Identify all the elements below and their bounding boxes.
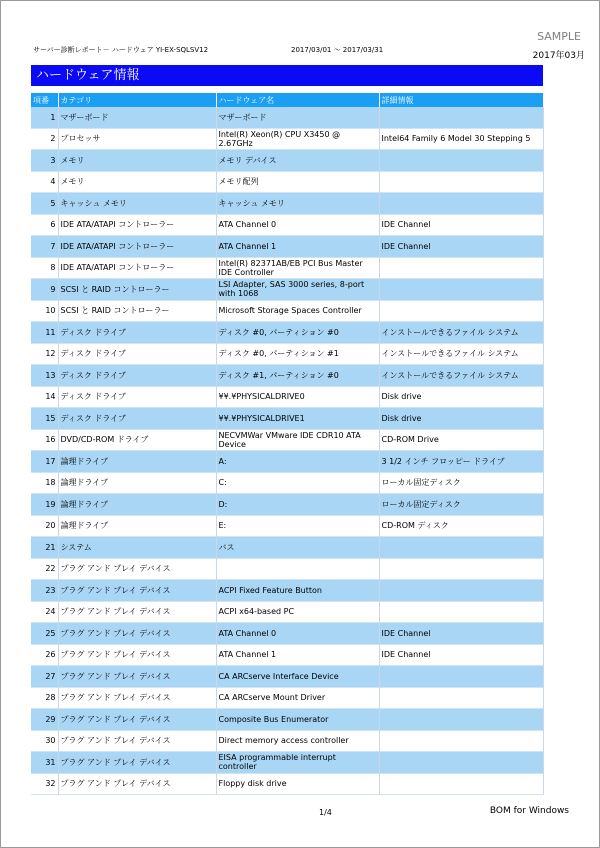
cell-category: プラグ アンド プレイ デバイス: [58, 709, 216, 731]
cell-number: 4: [31, 171, 58, 193]
sample-watermark: SAMPLE: [537, 30, 581, 43]
cell-number: 14: [31, 386, 58, 408]
cell-hardware-name: マザーボード: [216, 107, 379, 128]
cell-number: 21: [31, 537, 58, 559]
cell-number: 30: [31, 730, 58, 752]
table-row: [31, 537, 543, 559]
cell-category: 論理ドライブ: [58, 472, 216, 494]
cell-number: 7: [31, 236, 58, 258]
cell-category: 論理ドライブ: [58, 451, 216, 473]
table-row: [31, 515, 543, 537]
cell-category: SCSI と RAID コントローラー: [58, 300, 216, 322]
cell-detail: ローカル固定ディスク: [379, 494, 543, 516]
cell-detail: CD-ROM Drive: [379, 429, 543, 451]
table-row: [31, 300, 543, 322]
cell-number: 12: [31, 343, 58, 365]
page-number: 1/4: [319, 808, 332, 817]
cell-number: 23: [31, 580, 58, 602]
cell-category: キャッシュ メモリ: [58, 193, 216, 215]
cell-detail: [379, 150, 543, 172]
table-row: [31, 236, 543, 258]
cell-hardware-name: ATA Channel 1: [216, 644, 379, 666]
cell-category: ディスク ドライブ: [58, 408, 216, 430]
cell-number: 22: [31, 558, 58, 580]
cell-detail: [379, 300, 543, 322]
cell-detail: [379, 171, 543, 193]
cell-category: プラグ アンド プレイ デバイス: [58, 644, 216, 666]
cell-number: 15: [31, 408, 58, 430]
table-header-row: [31, 93, 543, 107]
cell-detail: ローカル固定ディスク: [379, 472, 543, 494]
report-month: 2017年03月: [532, 51, 585, 61]
cell-hardware-name: E:: [216, 515, 379, 537]
table-row: [31, 386, 543, 408]
cell-detail: 3 1/2 インチ フロッピー ドライブ: [379, 451, 543, 473]
cell-number: 10: [31, 300, 58, 322]
cell-number: 1: [31, 107, 58, 128]
cell-number: 16: [31, 429, 58, 451]
cell-detail: [379, 558, 543, 580]
cell-detail: [379, 666, 543, 688]
cell-category: プラグ アンド プレイ デバイス: [58, 666, 216, 688]
cell-hardware-name: ディスク #0, パーティション #0: [216, 322, 379, 344]
table-row: [31, 193, 543, 215]
cell-number: 19: [31, 494, 58, 516]
cell-detail: [379, 279, 543, 301]
cell-category: プラグ アンド プレイ デバイス: [58, 580, 216, 602]
table-row: [31, 730, 543, 752]
cell-category: プラグ アンド プレイ デバイス: [58, 623, 216, 645]
cell-hardware-name: メモリ デバイス: [216, 150, 379, 172]
cell-number: 11: [31, 322, 58, 344]
cell-category: 論理ドライブ: [58, 515, 216, 537]
cell-hardware-name: Intel(R) Xeon(R) CPU X3450 @ 2.67GHz: [216, 128, 379, 150]
cell-hardware-name: Intel(R) 82371AB/EB PCI Bus Master IDE Controller: [216, 257, 379, 279]
section-title-banner: ハードウェア情報: [31, 65, 543, 86]
cell-detail: Intel64 Family 6 Model 30 Stepping 5: [379, 128, 543, 150]
cell-hardware-name: Direct memory access controller: [216, 730, 379, 752]
cell-hardware-name: NECVMWar VMware IDE CDR10 ATA Device: [216, 429, 379, 451]
cell-hardware-name: ATA Channel 0: [216, 623, 379, 645]
table-row: [31, 408, 543, 430]
cell-number: 32: [31, 773, 58, 795]
cell-hardware-name: CA ARCserve Interface Device: [216, 666, 379, 688]
column-header-number: 項番: [31, 93, 58, 107]
cell-hardware-name: Microsoft Storage Spaces Controller: [216, 300, 379, 322]
table-row: [31, 687, 543, 709]
cell-number: 3: [31, 150, 58, 172]
cell-hardware-name: ¥¥.¥PHYSICALDRIVE1: [216, 408, 379, 430]
report-date-range: 2017/03/01 ～ 2017/03/31: [291, 46, 384, 54]
cell-hardware-name: ディスク #0, パーティション #1: [216, 343, 379, 365]
cell-number: 28: [31, 687, 58, 709]
table-row: [31, 343, 543, 365]
cell-category: プラグ アンド プレイ デバイス: [58, 687, 216, 709]
cell-category: プラグ アンド プレイ デバイス: [58, 752, 216, 774]
cell-hardware-name: ACPI Fixed Feature Button: [216, 580, 379, 602]
cell-detail: IDE Channel: [379, 214, 543, 236]
cell-detail: Disk drive: [379, 386, 543, 408]
report-subtitle: サーバー診断レポート－ ハードウェア YI-EX-SQLSV12: [33, 46, 209, 54]
table-row: [31, 494, 543, 516]
cell-hardware-name: Floppy disk drive: [216, 773, 379, 795]
column-header-category: カテゴリ: [58, 93, 216, 107]
cell-category: ディスク ドライブ: [58, 365, 216, 387]
table-row: [31, 214, 543, 236]
table-row: [31, 279, 543, 301]
table-row: [31, 257, 543, 279]
cell-hardware-name: ディスク #1, パーティション #0: [216, 365, 379, 387]
cell-detail: [379, 537, 543, 559]
table-row: [31, 773, 543, 795]
cell-hardware-name: Composite Bus Enumerator: [216, 709, 379, 731]
cell-category: プロセッサ: [58, 128, 216, 150]
cell-number: 6: [31, 214, 58, 236]
cell-hardware-name: C:: [216, 472, 379, 494]
cell-hardware-name: A:: [216, 451, 379, 473]
table-row: [31, 709, 543, 731]
cell-category: プラグ アンド プレイ デバイス: [58, 773, 216, 795]
cell-category: IDE ATA/ATAPI コントローラー: [58, 257, 216, 279]
cell-number: 24: [31, 601, 58, 623]
cell-hardware-name: ¥¥.¥PHYSICALDRIVE0: [216, 386, 379, 408]
cell-number: 5: [31, 193, 58, 215]
cell-detail: [379, 601, 543, 623]
cell-detail: [379, 193, 543, 215]
cell-number: 17: [31, 451, 58, 473]
table-row: [31, 644, 543, 666]
cell-number: 13: [31, 365, 58, 387]
cell-category: マザーボード: [58, 107, 216, 128]
cell-detail: Disk drive: [379, 408, 543, 430]
table-row: [31, 601, 543, 623]
cell-number: 27: [31, 666, 58, 688]
cell-hardware-name: キャッシュ メモリ: [216, 193, 379, 215]
cell-hardware-name: バス: [216, 537, 379, 559]
cell-number: 20: [31, 515, 58, 537]
table-row: [31, 558, 543, 580]
cell-category: プラグ アンド プレイ デバイス: [58, 558, 216, 580]
cell-detail: IDE Channel: [379, 623, 543, 645]
cell-detail: CD-ROM ディスク: [379, 515, 543, 537]
cell-detail: [379, 580, 543, 602]
table-row: [31, 472, 543, 494]
cell-number: 9: [31, 279, 58, 301]
cell-category: ディスク ドライブ: [58, 322, 216, 344]
column-header-hardware-name: ハードウェア名: [216, 93, 379, 107]
cell-hardware-name: CA ARCserve Mount Driver: [216, 687, 379, 709]
cell-detail: IDE Channel: [379, 236, 543, 258]
cell-category: DVD/CD-ROM ドライブ: [58, 429, 216, 451]
cell-detail: [379, 709, 543, 731]
table-row: [31, 666, 543, 688]
cell-detail: [379, 730, 543, 752]
table-row: [31, 128, 543, 150]
table-row: [31, 623, 543, 645]
cell-hardware-name: ACPI x64-based PC: [216, 601, 379, 623]
cell-category: 論理ドライブ: [58, 494, 216, 516]
hardware-table: [31, 93, 544, 795]
cell-number: 18: [31, 472, 58, 494]
table-row: [31, 322, 543, 344]
table-row: [31, 150, 543, 172]
cell-category: IDE ATA/ATAPI コントローラー: [58, 236, 216, 258]
cell-hardware-name: メモリ配列: [216, 171, 379, 193]
cell-hardware-name: EISA programmable interrupt controller: [216, 752, 379, 774]
cell-hardware-name: ATA Channel 1: [216, 236, 379, 258]
cell-number: 29: [31, 709, 58, 731]
cell-number: 26: [31, 644, 58, 666]
cell-detail: インストールできるファイル システム: [379, 343, 543, 365]
table-row: [31, 752, 543, 774]
cell-number: 2: [31, 128, 58, 150]
cell-category: SCSI と RAID コントローラー: [58, 279, 216, 301]
table-row: [31, 580, 543, 602]
table-row: [31, 171, 543, 193]
table-row: [31, 451, 543, 473]
table-row: [31, 429, 543, 451]
cell-category: メモリ: [58, 171, 216, 193]
footer-brand: BOM for Windows: [489, 806, 569, 816]
column-header-detail: 詳細情報: [379, 93, 543, 107]
cell-category: メモリ: [58, 150, 216, 172]
cell-hardware-name: D:: [216, 494, 379, 516]
cell-number: 8: [31, 257, 58, 279]
cell-category: プラグ アンド プレイ デバイス: [58, 601, 216, 623]
cell-detail: [379, 773, 543, 795]
cell-detail: [379, 752, 543, 774]
cell-detail: [379, 257, 543, 279]
table-body: [31, 107, 543, 795]
cell-category: ディスク ドライブ: [58, 386, 216, 408]
cell-number: 31: [31, 752, 58, 774]
cell-detail: インストールできるファイル システム: [379, 365, 543, 387]
table-row: [31, 107, 543, 128]
cell-detail: [379, 107, 543, 128]
cell-number: 25: [31, 623, 58, 645]
cell-detail: IDE Channel: [379, 644, 543, 666]
cell-hardware-name: [216, 558, 379, 580]
cell-category: システム: [58, 537, 216, 559]
cell-category: IDE ATA/ATAPI コントローラー: [58, 214, 216, 236]
cell-hardware-name: LSI Adapter, SAS 3000 series, 8-port with 1068: [216, 279, 379, 301]
cell-category: プラグ アンド プレイ デバイス: [58, 730, 216, 752]
cell-hardware-name: ATA Channel 0: [216, 214, 379, 236]
cell-detail: [379, 687, 543, 709]
cell-detail: インストールできるファイル システム: [379, 322, 543, 344]
table-row: [31, 365, 543, 387]
cell-category: ディスク ドライブ: [58, 343, 216, 365]
